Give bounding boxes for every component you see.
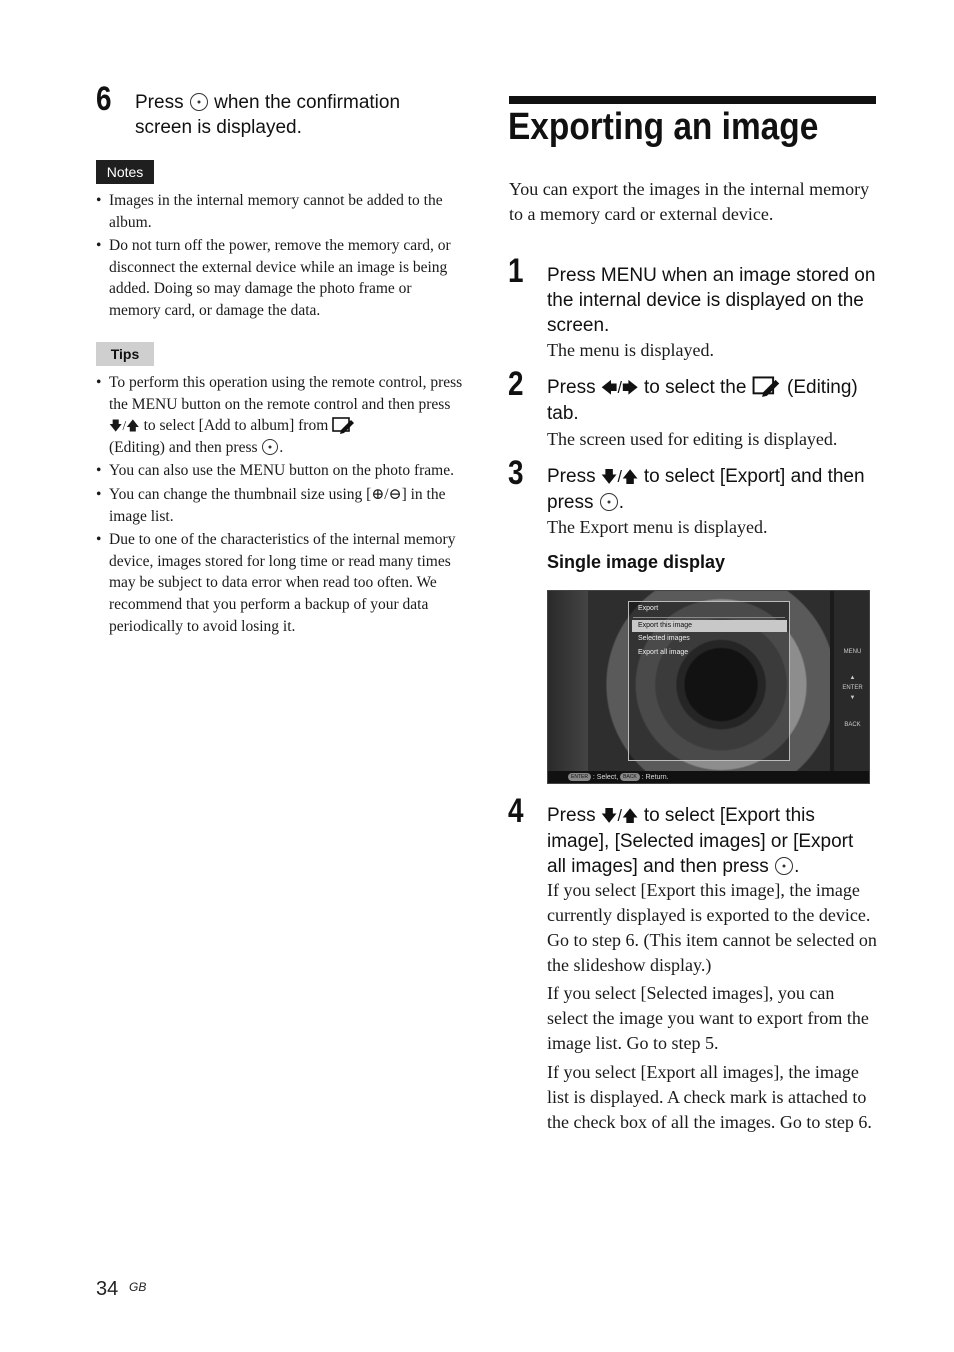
step-3-text [547, 464, 877, 515]
step-2-text-a: Press [547, 377, 596, 398]
step-2-text-c: (Editing) tab. [547, 377, 858, 424]
step-2-number: 2 [508, 365, 524, 403]
menu-item-selected-images[interactable]: Selected images [638, 635, 690, 642]
tips-list [96, 372, 464, 639]
step-6-text [135, 90, 465, 140]
step-4-text-a: Press [547, 805, 596, 826]
menu-item-export-this-image[interactable]: Export this image [632, 620, 787, 632]
side-back-label: BACK [844, 722, 861, 728]
step-4-text-b: to select [Export this image], [Selected images] or [Export all images] and then press [547, 805, 854, 877]
help-select-text: : Select, [592, 774, 619, 781]
single-image-display-heading: Single image display [547, 552, 726, 572]
step-6-number: 6 [96, 80, 112, 118]
tips-item-3-text-a: You can change the thumbnail size using [ [109, 485, 372, 503]
side-down-arrow-icon: ▼ [849, 695, 856, 701]
help-back-pill: BACK [620, 773, 640, 781]
tips-label: Tips [96, 342, 154, 366]
down-up-arrows-icon: 🡇/🡅 [600, 468, 639, 486]
tips-item-1-text-b: to select [Add to album] from [143, 417, 329, 435]
help-return-text: : Return. [641, 774, 669, 781]
step-3-text-b: to select [Export] and then press [547, 466, 865, 513]
step-4-number: 4 [508, 792, 524, 830]
notes-item: • Images in the internal memory cannot be added to the album. [96, 190, 464, 233]
menu-divider [633, 617, 785, 618]
step-3-result: The Export menu is displayed. [547, 517, 768, 537]
editing-icon [332, 416, 356, 434]
step-3-text-c: . [618, 492, 625, 513]
step-6-text-b: when the confirmation [214, 92, 401, 113]
step-4-paragraph-2: If you select [Selected images], you can select the image you want to export from the image list. Go to step 5. [547, 983, 869, 1053]
tips-item [96, 372, 464, 458]
export-menu [628, 601, 790, 761]
tips-item-1-text-d: . [279, 438, 284, 456]
tips-item-3-text-b: ] in the image list. [109, 485, 446, 525]
export-menu-screenshot [547, 590, 870, 784]
notes-list [96, 190, 464, 324]
tips-item-1-text-a: To perform this operation using the remote control, press the MENU button on the remote control and then press [109, 374, 463, 413]
page-title: Exporting an image [508, 106, 819, 148]
tips-item [96, 484, 464, 527]
language-code: GB [129, 1280, 147, 1294]
step-1-text: Press MENU when an image stored on the internal device is displayed on the screen. [547, 265, 876, 336]
step-4-text [547, 803, 877, 879]
side-up-arrow-icon: ▲ [849, 675, 856, 681]
down-up-arrows-icon: 🡇/🡅 [600, 807, 639, 825]
step-1-number: 1 [508, 252, 524, 290]
enter-button-icon [190, 93, 208, 111]
step-6-text-c: screen is displayed. [135, 117, 302, 138]
enter-button-icon [262, 439, 278, 455]
step-1-result: The menu is displayed. [547, 340, 714, 360]
screen-help-bar [548, 771, 870, 784]
help-enter-pill: ENTER [568, 773, 591, 781]
editing-icon [752, 375, 782, 397]
tips-item: • You can also use the MENU button on the photo frame. [96, 460, 464, 482]
down-up-arrows-icon: 🡇/🡅 [109, 418, 140, 434]
enter-button-icon [775, 857, 793, 875]
side-button-panel [834, 591, 870, 771]
step-3-text-a: Press [547, 466, 596, 487]
page-number: 34 [96, 1278, 119, 1300]
export-menu-title: Export [638, 605, 659, 612]
step-2-text [547, 375, 877, 426]
step-6-text-a: Press [135, 92, 184, 113]
side-menu-label: MENU [843, 649, 862, 655]
step-4-paragraph-1: If you select [Export this image], the image currently displayed is exported to the device. Go to step 6. (This item cannot be selected on the slideshow display.) [547, 880, 877, 975]
step-3-number: 3 [508, 454, 524, 492]
step-2-result: The screen used for editing is displayed. [547, 429, 838, 449]
side-enter-label: ENTER [842, 685, 863, 691]
tips-item: • Due to one of the characteristics of the internal memory device, images stored for long time or read many times may be subject to data error when read too often. We recommend that you perform a backup of your data periodically to avoid losing it. [96, 529, 464, 637]
notes-label: Notes [96, 160, 154, 184]
intro-text: You can export the images in the internal memory to a memory card or external device. [509, 179, 870, 224]
tips-item-1-text-c: (Editing) and then press [109, 438, 258, 456]
menu-item-export-all-image[interactable]: Export all image [638, 649, 689, 656]
zoom-in-out-icon: ⊕/⊖ [371, 485, 402, 503]
enter-button-icon [600, 493, 618, 511]
step-4-paragraph-3: If you select [Export all images], the image list is displayed. A check mark is attached to the check box of all the images. Go to step 6. [547, 1062, 872, 1132]
step-2-text-b: to select the [643, 377, 747, 398]
photo-left-edge [548, 591, 588, 771]
notes-item: • Do not turn off the power, remove the memory card, or disconnect the external device while an image is being added. Doing so may damage the photo frame or memory card, or damage the data. [96, 235, 464, 321]
title-rule [509, 96, 876, 104]
step-4-text-c: . [794, 856, 800, 877]
left-right-arrows-icon: 🡄/🡆 [600, 379, 639, 397]
